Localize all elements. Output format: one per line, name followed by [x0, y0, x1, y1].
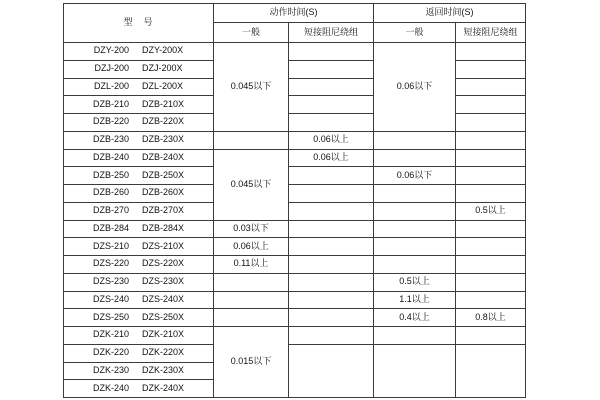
action-damping-cell [289, 256, 374, 274]
return-damping-cell: 0.8以上 [456, 309, 526, 327]
return-general-cell [374, 202, 456, 220]
model-name: DZK-220X [141, 347, 185, 358]
action-general-cell [214, 131, 289, 149]
table-row [64, 202, 526, 220]
table-row [64, 291, 526, 309]
model-name: DZB-270X [141, 205, 185, 216]
model-name: DZS-250X [141, 311, 185, 322]
model-cell [64, 43, 214, 61]
model-name: DZS-210 [92, 240, 129, 251]
model-name: DZS-230X [141, 276, 185, 287]
model-cell [64, 114, 214, 132]
action-damping-cell [289, 167, 374, 185]
model-name: DZB-230X [141, 134, 185, 145]
table-row [64, 238, 526, 256]
table-body [64, 43, 526, 398]
return-damping-cell [456, 114, 526, 132]
return-general-cell: 0.06以下 [374, 167, 456, 185]
return-damping-cell [456, 131, 526, 149]
model-cell [64, 167, 214, 185]
table-row [64, 256, 526, 274]
action-general-cell [214, 309, 289, 327]
model-name: DZJ-200X [142, 63, 183, 74]
action-damping-cell: 0.06以上 [289, 149, 374, 167]
action-damping-header: 短接阻尼绕组 [289, 23, 374, 43]
action-general-cell: 0.045以下 [214, 149, 289, 220]
table-row [64, 43, 526, 61]
model-name: DZS-240X [141, 293, 185, 304]
return-damping-cell [456, 220, 526, 238]
model-cell [64, 131, 214, 149]
model-name: DZS-210X [141, 240, 185, 251]
model-name: DZK-230 [92, 364, 129, 375]
return-damping-cell [456, 43, 526, 61]
table-row [64, 78, 526, 96]
return-general-cell: 1.1以上 [374, 291, 456, 309]
model-name: DZS-230 [92, 276, 129, 287]
return-damping-cell [456, 167, 526, 185]
model-name: DZS-250 [92, 311, 129, 322]
model-cell [64, 309, 214, 327]
action-damping-cell [289, 114, 374, 132]
model-cell [64, 344, 214, 362]
return-damping-cell [456, 291, 526, 309]
model-name: DZK-240 [92, 382, 129, 393]
model-name: DZS-220X [141, 258, 185, 269]
return-general-cell [374, 131, 456, 149]
return-damping-cell: 0.5以上 [456, 202, 526, 220]
table-row [64, 167, 526, 185]
model-cell [64, 78, 214, 96]
model-cell [64, 238, 214, 256]
table-row [64, 131, 526, 149]
table-row [64, 220, 526, 238]
model-cell [64, 256, 214, 274]
model-name: DZY-200 [93, 45, 129, 56]
model-name: DZB-240X [141, 151, 185, 162]
return-damping-cell [456, 256, 526, 274]
model-name: DZL-200X [141, 80, 184, 91]
return-general-cell [374, 327, 456, 345]
model-name: DZB-220 [92, 116, 129, 127]
action-general-cell [214, 291, 289, 309]
model-name: DZS-220 [92, 258, 129, 269]
table-row [64, 185, 526, 203]
table-row [64, 149, 526, 167]
return-general-cell [374, 149, 456, 167]
return-damping-cell [456, 273, 526, 291]
table-row [64, 327, 526, 345]
model-name: DZJ-200 [94, 63, 129, 74]
action-general-cell: 0.03以下 [214, 220, 289, 238]
return-general-cell [374, 344, 456, 397]
return-general-cell [374, 256, 456, 274]
action-damping-cell [289, 309, 374, 327]
model-name: DZK-230X [141, 364, 185, 375]
model-cell [64, 60, 214, 78]
action-damping-cell [289, 238, 374, 256]
model-name: DZB-260X [141, 187, 185, 198]
return-general-cell: 0.4以上 [374, 309, 456, 327]
return-damping-cell [456, 149, 526, 167]
model-cell [64, 291, 214, 309]
return-general-cell: 0.06以下 [374, 43, 456, 132]
model-name: DZK-210 [92, 329, 129, 340]
action-time-group-header: 动作时间(S) [214, 4, 374, 23]
spec-table [63, 3, 526, 398]
action-damping-cell [289, 344, 374, 397]
return-general-cell: 0.5以上 [374, 273, 456, 291]
model-name: DZB-260 [92, 187, 129, 198]
return-damping-cell [456, 327, 526, 345]
model-name: DZS-240 [92, 293, 129, 304]
action-damping-cell [289, 60, 374, 78]
model-name: DZB-270 [92, 205, 129, 216]
model-cell [64, 185, 214, 203]
table-header [64, 4, 526, 43]
return-damping-cell [456, 60, 526, 78]
model-name: DZB-210X [141, 98, 185, 109]
model-cell [64, 96, 214, 114]
return-damping-cell [456, 238, 526, 256]
return-general-cell [374, 185, 456, 203]
action-damping-cell [289, 220, 374, 238]
action-general-cell: 0.015以下 [214, 327, 289, 398]
action-general-cell: 0.11以上 [214, 256, 289, 274]
return-damping-cell [456, 96, 526, 114]
return-damping-cell [456, 344, 526, 397]
table-row [64, 309, 526, 327]
model-name: DZB-250 [92, 169, 129, 180]
table-row [64, 344, 526, 362]
model-name: DZL-200 [93, 80, 129, 91]
action-damping-cell [289, 273, 374, 291]
action-damping-cell [289, 43, 374, 61]
action-damping-cell [289, 185, 374, 203]
action-damping-cell [289, 202, 374, 220]
return-general-cell [374, 238, 456, 256]
action-damping-cell [289, 78, 374, 96]
model-cell [64, 327, 214, 345]
action-damping-cell: 0.06以上 [289, 131, 374, 149]
action-general-cell: 0.06以上 [214, 238, 289, 256]
action-damping-cell [289, 327, 374, 345]
return-general-cell [374, 220, 456, 238]
model-name: DZB-250X [141, 169, 185, 180]
model-cell [64, 202, 214, 220]
return-time-group-header: 返回时间(S) [374, 4, 526, 23]
model-name: DZB-240 [92, 151, 129, 162]
model-column-header: 型 号 [64, 4, 214, 43]
action-general-cell: 0.045以下 [214, 43, 289, 132]
model-name: DZB-220X [141, 116, 185, 127]
model-name: DZK-220 [92, 347, 129, 358]
model-name: DZB-284 [92, 222, 129, 233]
action-general-header: 一般 [214, 23, 289, 43]
return-damping-header: 短接阻尼绕组 [456, 23, 526, 43]
table-row [64, 96, 526, 114]
model-cell [64, 220, 214, 238]
model-name: DZY-200X [141, 45, 184, 56]
return-damping-cell [456, 185, 526, 203]
model-cell [64, 149, 214, 167]
action-damping-cell [289, 291, 374, 309]
return-damping-cell [456, 78, 526, 96]
table-row [64, 60, 526, 78]
model-name: DZK-240X [141, 382, 185, 393]
model-cell [64, 273, 214, 291]
return-general-header: 一般 [374, 23, 456, 43]
model-cell [64, 362, 214, 380]
model-name: DZB-284X [141, 222, 185, 233]
action-general-cell [214, 273, 289, 291]
table-row [64, 273, 526, 291]
action-damping-cell [289, 96, 374, 114]
model-name: DZK-210X [141, 329, 185, 340]
model-name: DZB-210 [92, 98, 129, 109]
header-row-groups [64, 4, 526, 23]
table-row [64, 114, 526, 132]
model-cell [64, 380, 214, 398]
model-name: DZB-230 [92, 134, 129, 145]
